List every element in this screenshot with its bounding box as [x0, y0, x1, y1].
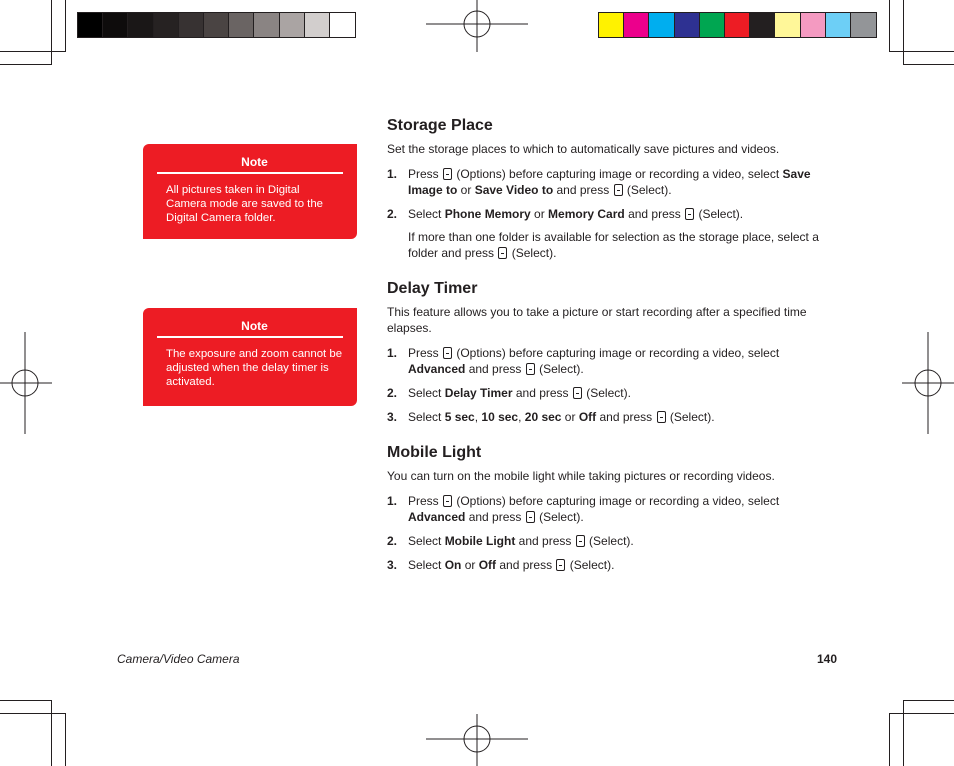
step-text: Press (Options) before capturing image or recording a video, select Save Image to or Save Video to and press (Select). — [408, 167, 811, 197]
soft-key-icon — [657, 411, 666, 423]
soft-key-icon — [443, 347, 452, 359]
section-intro: This feature allows you to take a picture or start recording after a specified time elapses. — [387, 305, 807, 335]
page-number: 140 — [816, 652, 837, 666]
step — [387, 166, 839, 198]
step-text: Select Phone Memory or Memory Card and press (Select). — [408, 207, 744, 221]
registration-mark-icon — [902, 332, 954, 434]
crop-mark — [65, 0, 66, 52]
color-swatch — [700, 13, 725, 37]
main-content — [387, 116, 839, 591]
crop-mark — [889, 713, 890, 766]
step-text: Press (Options) before capturing image or recording a video, select Advanced and press (Select). — [408, 494, 780, 524]
step — [387, 385, 839, 401]
note-text: The exposure and zoom cannot be adjusted when the delay timer is activated. — [166, 348, 343, 388]
step-number: 1. — [387, 346, 398, 360]
crop-mark — [903, 0, 904, 65]
color-swatch — [204, 13, 229, 37]
soft-key-icon — [526, 511, 535, 523]
color-swatch — [103, 13, 128, 37]
step — [387, 557, 839, 573]
step-number: 2. — [387, 386, 398, 400]
soft-key-icon — [576, 535, 585, 547]
step-note: If more than one folder is available for selection as the storage place, select a folder and press (Select). — [408, 230, 819, 260]
soft-key-icon — [498, 247, 507, 259]
color-swatch — [624, 13, 649, 37]
color-swatch — [775, 13, 800, 37]
section-intro: You can turn on the mobile light while taking pictures or recording videos. — [387, 469, 775, 483]
color-swatch — [725, 13, 750, 37]
step — [387, 493, 839, 525]
soft-key-icon — [443, 495, 452, 507]
grayscale-color-bar — [77, 12, 356, 38]
section-heading: Storage Place — [387, 117, 493, 134]
section-delay-timer — [387, 279, 839, 425]
section-heading: Mobile Light — [387, 444, 482, 461]
crop-mark — [0, 51, 65, 52]
soft-key-icon — [573, 387, 582, 399]
registration-mark-icon — [426, 714, 528, 766]
color-swatch — [280, 13, 305, 37]
note-box — [143, 308, 357, 406]
color-swatch — [229, 13, 254, 37]
color-swatch — [128, 13, 153, 37]
crop-mark — [0, 700, 51, 701]
note-divider — [157, 172, 343, 174]
crop-mark — [65, 713, 66, 766]
crop-mark — [889, 713, 954, 714]
color-swatch — [599, 13, 624, 37]
soft-key-icon — [685, 208, 694, 220]
crop-mark — [0, 713, 65, 714]
note-box — [143, 144, 357, 239]
color-swatch — [254, 13, 279, 37]
note-title: Note — [241, 155, 268, 169]
crop-mark — [903, 64, 954, 65]
color-swatch — [330, 13, 355, 37]
crop-mark — [51, 700, 52, 766]
color-swatch — [78, 13, 103, 37]
step-number: 2. — [387, 207, 398, 221]
step — [387, 409, 839, 425]
step — [387, 533, 839, 549]
crop-mark — [903, 700, 904, 766]
step — [387, 206, 839, 222]
color-swatch — [801, 13, 826, 37]
registration-mark-icon — [426, 0, 528, 52]
step-text: Select 5 sec, 10 sec, 20 sec or Off and press (Select). — [408, 410, 715, 424]
crop-mark — [889, 0, 890, 52]
color-swatch — [826, 13, 851, 37]
soft-key-icon — [556, 559, 565, 571]
soft-key-icon — [614, 184, 623, 196]
section-mobile-light — [387, 443, 839, 573]
color-swatch — [649, 13, 674, 37]
color-swatch — [750, 13, 775, 37]
color-swatch — [851, 13, 876, 37]
step-number: 2. — [387, 534, 398, 548]
step-text: Select Delay Timer and press (Select). — [408, 386, 631, 400]
section-intro: Set the storage places to which to automatically save pictures and videos. — [387, 142, 780, 156]
step-text: Select Mobile Light and press (Select). — [408, 534, 634, 548]
color-swatch — [675, 13, 700, 37]
note-divider — [157, 336, 343, 338]
step-text: Select On or Off and press (Select). — [408, 558, 615, 572]
crop-mark — [51, 0, 52, 65]
footer-section-title: Camera/Video Camera — [117, 652, 240, 666]
note-text: All pictures taken in Digital Camera mode are saved to the Digital Camera folder. — [166, 184, 324, 224]
step-number: 3. — [387, 410, 398, 424]
registration-mark-icon — [0, 332, 52, 434]
crop-mark — [0, 64, 51, 65]
section-heading: Delay Timer — [387, 280, 478, 297]
crop-mark — [889, 51, 954, 52]
color-swatch — [154, 13, 179, 37]
soft-key-icon — [526, 363, 535, 375]
color-swatch — [179, 13, 204, 37]
step-number: 3. — [387, 558, 398, 572]
step — [387, 345, 839, 377]
crop-mark — [903, 700, 954, 701]
note-title: Note — [241, 319, 268, 333]
step-text: Press (Options) before capturing image or recording a video, select Advanced and press (Select). — [408, 346, 780, 376]
section-storage-place — [387, 116, 839, 261]
step-number: 1. — [387, 167, 398, 181]
color-swatch — [305, 13, 330, 37]
soft-key-icon — [443, 168, 452, 180]
process-color-bar — [598, 12, 877, 38]
step-number: 1. — [387, 494, 398, 508]
